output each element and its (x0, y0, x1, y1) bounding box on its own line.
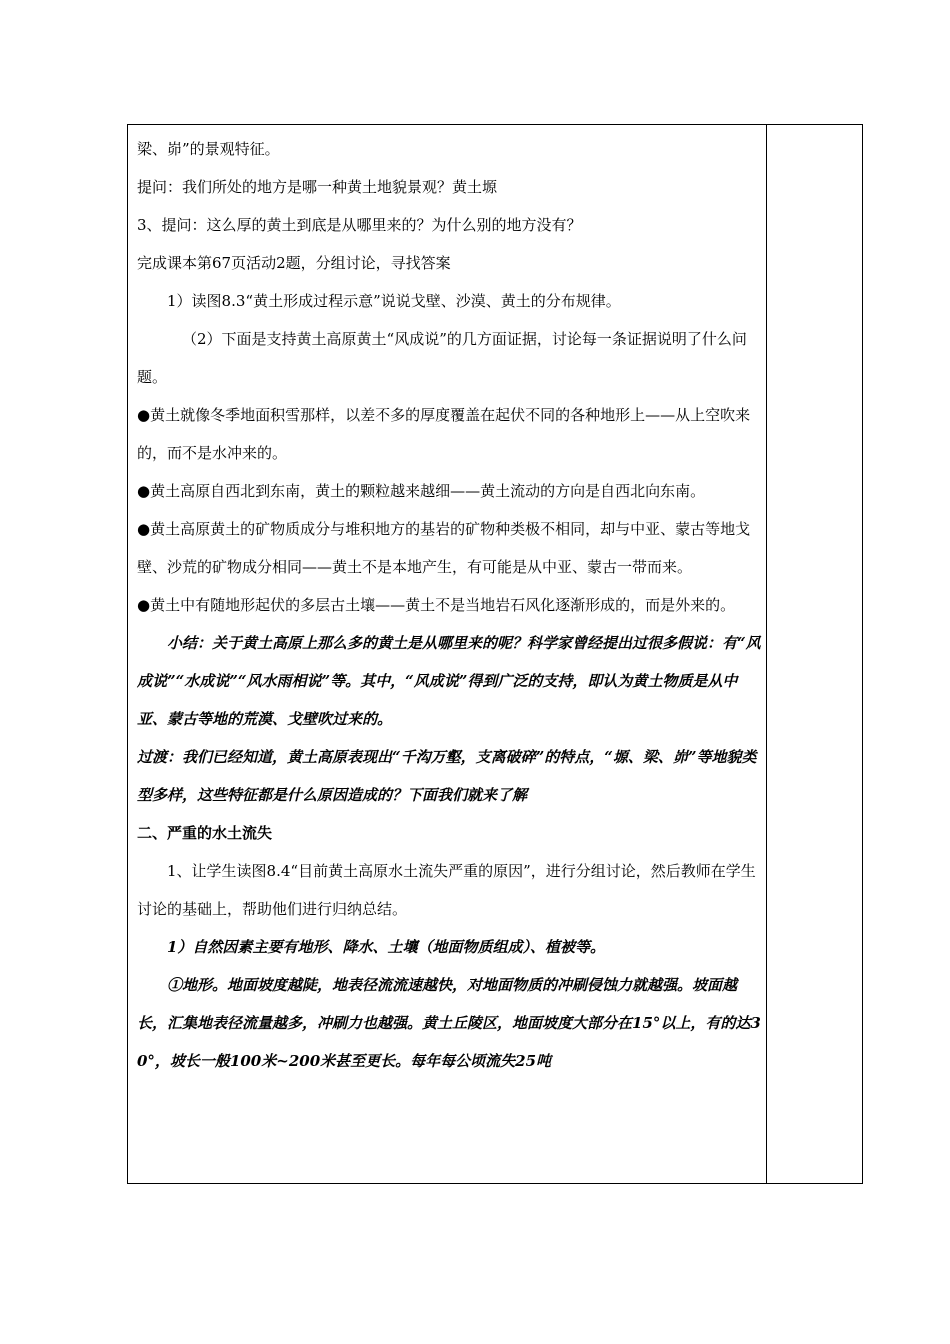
text-line: 梁、峁”的景观特征。 (137, 140, 280, 158)
section-heading: 二、严重的水土流失 (137, 824, 273, 842)
text-line: 完成课本第67页活动2题，分组讨论，寻找答案 (137, 254, 451, 272)
summary-paragraph: 小结：关于黄土高原上那么多的黄土是从哪里来的呢？科学家曾经提出过很多假说：有“风成说”“水成说”“风水雨相说”等。其中，“风成说”得到广泛的支持，即认为黄土物质是从中亚、蒙古等地的荒漠、戈壁吹过来的。 (137, 634, 761, 728)
text-line: 1、让学生读图8.4“目前黄土高原水土流失严重的原因”，进行分组讨论，然后教师在学生讨论的基础上，帮助他们进行归纳总结。 (137, 862, 756, 918)
evidence-item: ●黄土就像冬季地面积雪那样，以差不多的厚度覆盖在起伏不同的各种地形上——从上空吹来的，而不是水冲来的。 (137, 406, 751, 462)
text-line: 3、提问：这么厚的黄土到底是从哪里来的？为什么别的地方没有？ (137, 216, 582, 234)
evidence-item: ●黄土高原黄土的矿物质成分与堆积地方的基岩的矿物种类极不相同，却与中亚、蒙古等地戈壁、沙荒的矿物成分相同——黄土不是本地产生，有可能是从中亚、蒙古一带而来。 (137, 520, 751, 576)
text-line: 提问：我们所处的地方是哪一种黄土地貌景观？黄土塬 (137, 178, 498, 196)
text-line: 1）读图8.3“黄土形成过程示意”说说戈壁、沙漠、黄土的分布规律。 (167, 292, 621, 310)
lesson-plan-table (127, 124, 863, 1184)
text-line: （2）下面是支持黄土高原黄土“风成说”的几方面证据，讨论每一条证据说明了什么问题。 (137, 330, 747, 386)
content-column (128, 125, 767, 1183)
evidence-item: ●黄土高原自西北到东南，黄土的颗粒越来越细——黄土流动的方向是自西北向东南。 (137, 482, 706, 500)
evidence-item: ●黄土中有随地形起伏的多层古土壤——黄土不是当地岩石风化逐渐形成的，而是外来的。 (137, 596, 736, 614)
terrain-paragraph: ①地形。地面坡度越陡，地表径流流速越快，对地面物质的冲刷侵蚀力就越强。坡面越长，汇集地表径流量越多，冲刷力也越强。黄土丘陵区，地面坡度大部分在15°以上，有的达30°，坡长一般100米~200米甚至更长。每年每公顷流失25吨 (137, 976, 761, 1070)
transition-paragraph: 过渡：我们已经知道，黄土高原表现出“千沟万壑，支离破碎”的特点，“塬、梁、峁”等地貌类型多样，这些特征都是什么原因造成的？下面我们就来了解 (137, 748, 757, 804)
natural-factors-heading: 1）自然因素主要有地形、降水、土壤（地面物质组成）、植被等。 (167, 938, 605, 956)
notes-column (767, 125, 862, 1183)
